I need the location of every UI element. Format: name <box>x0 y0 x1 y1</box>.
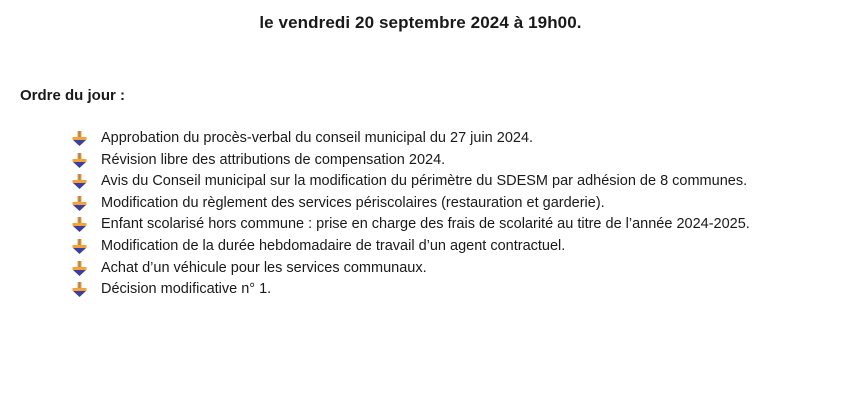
agenda-title: Ordre du jour : <box>20 87 125 104</box>
agenda-item <box>72 280 792 299</box>
arrow-down-bullet-icon <box>72 217 87 232</box>
agenda-item-text: Révision libre des attributions de compensation 2024. <box>101 151 446 168</box>
agenda-item-text: Décision modificative n° 1. <box>101 281 272 298</box>
agenda-item <box>72 259 792 278</box>
agenda-list <box>72 129 792 302</box>
arrow-down-bullet-icon <box>72 261 87 276</box>
agenda-item-text: Modification de la durée hebdomadaire de travail d’un agent contractuel. <box>101 237 566 254</box>
agenda-item-text: Achat d’un véhicule pour les services communaux. <box>101 259 427 276</box>
agenda-item <box>72 237 792 256</box>
agenda-item-text: Avis du Conseil municipal sur la modification du périmètre du SDESM par adhésion de 8 communes. <box>101 173 748 190</box>
agenda-item <box>72 172 792 191</box>
agenda-item <box>72 194 792 213</box>
agenda-item <box>72 215 792 234</box>
arrow-down-bullet-icon <box>72 131 87 146</box>
arrow-down-bullet-icon <box>72 196 87 211</box>
agenda-item-text: Modification du règlement des services périscolaires (restauration et garderie). <box>101 194 605 211</box>
arrow-down-bullet-icon <box>72 174 87 189</box>
meeting-date-heading: le vendredi 20 septembre 2024 à 19h00. <box>259 13 582 32</box>
agenda-item-text: Approbation du procès-verbal du conseil municipal du 27 juin 2024. <box>101 130 534 146</box>
arrow-down-bullet-icon <box>72 282 87 297</box>
arrow-down-bullet-icon <box>72 153 87 168</box>
agenda-item <box>72 129 792 148</box>
agenda-item <box>72 151 792 170</box>
agenda-item-text: Enfant scolarisé hors commune : prise en charge des frais de scolarité au titre de l’année 2024-2025. <box>101 216 750 233</box>
arrow-down-bullet-icon <box>72 239 87 254</box>
